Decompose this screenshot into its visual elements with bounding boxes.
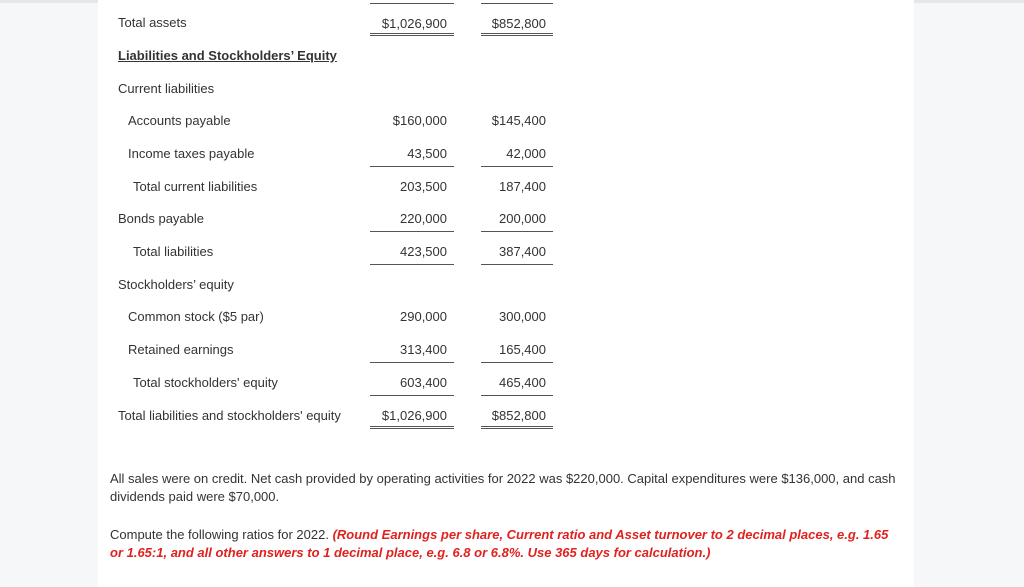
value-2021: 387,400	[481, 232, 553, 265]
row-bonds-payable	[98, 199, 914, 232]
value-2021: 300,000	[499, 309, 546, 324]
row-accounts-payable	[98, 101, 914, 134]
row-stockholders-equity-header	[98, 265, 914, 298]
value-2022: $160,000	[392, 113, 447, 128]
value-2021: 165,400	[481, 330, 553, 363]
value-2021: $852,800	[481, 396, 553, 429]
row-label: Total stockholders' equity	[133, 375, 278, 390]
row-label: Bonds payable	[118, 211, 205, 226]
value-2021: 465,400	[481, 363, 553, 396]
instruction-lead: Compute the following ratios for 2022.	[110, 527, 333, 542]
row-total-current-liabilities	[98, 167, 914, 200]
row-label: Accounts payable	[128, 113, 231, 128]
value-2022: 290,000	[400, 309, 447, 324]
value-2022: $1,026,900	[370, 3, 454, 36]
row-current-liabilities-header	[98, 69, 914, 102]
value-2021: $145,400	[491, 113, 546, 128]
row-label: Stockholders’ equity	[118, 277, 234, 292]
row-section-heading	[98, 36, 914, 69]
value-2022: 220,000	[370, 199, 454, 232]
row-label: Total liabilities and stockholders' equity	[118, 408, 341, 423]
value-2022: 423,500	[370, 232, 454, 265]
rounding-instruction: (Round Earnings per share, Current ratio and Asset turnover to 2 decimal places, e.g. 1.65 or 1.65:1, and all other answers to 1 decimal place, e.g. 6.8 or 6.8%. Use 365 days for calculation.)	[110, 527, 889, 560]
row-label: Retained earnings	[128, 342, 234, 357]
row-total-liabilities	[98, 232, 914, 265]
row-total-liabilities-and-equity	[98, 396, 914, 429]
row-total-stockholders-equity	[98, 363, 914, 396]
question-card	[98, 0, 914, 587]
problem-instruction	[110, 526, 900, 562]
section-heading: Liabilities and Stockholders’ Equity	[118, 48, 337, 63]
value-2021: $852,800	[481, 3, 553, 36]
value-2022: 43,500	[370, 134, 454, 167]
value-2022: 203,500	[400, 179, 447, 194]
row-label: Common stock ($5 par)	[128, 309, 264, 324]
value-2022: 313,400	[370, 330, 454, 363]
row-label: Current liabilities	[118, 81, 215, 96]
row-income-taxes-payable	[98, 134, 914, 167]
value-2022: 603,400	[370, 363, 454, 396]
value-2021: 187,400	[499, 179, 546, 194]
value-2021: 200,000	[481, 199, 553, 232]
problem-note: All sales were on credit. Net cash provided by operating activities for 2022 was $220,000. Capital expenditures were $136,000, and cash dividends paid were $70,000.	[110, 471, 896, 504]
row-label: Total assets	[118, 15, 187, 30]
value-2022: $1,026,900	[370, 396, 454, 429]
row-retained-earnings	[98, 330, 914, 363]
row-label: Total current liabilities	[133, 179, 258, 194]
row-common-stock	[98, 297, 914, 330]
value-2021: 42,000	[481, 134, 553, 167]
row-label: Total liabilities	[133, 244, 214, 259]
row-total-assets	[98, 3, 914, 36]
row-label: Income taxes payable	[128, 146, 255, 161]
